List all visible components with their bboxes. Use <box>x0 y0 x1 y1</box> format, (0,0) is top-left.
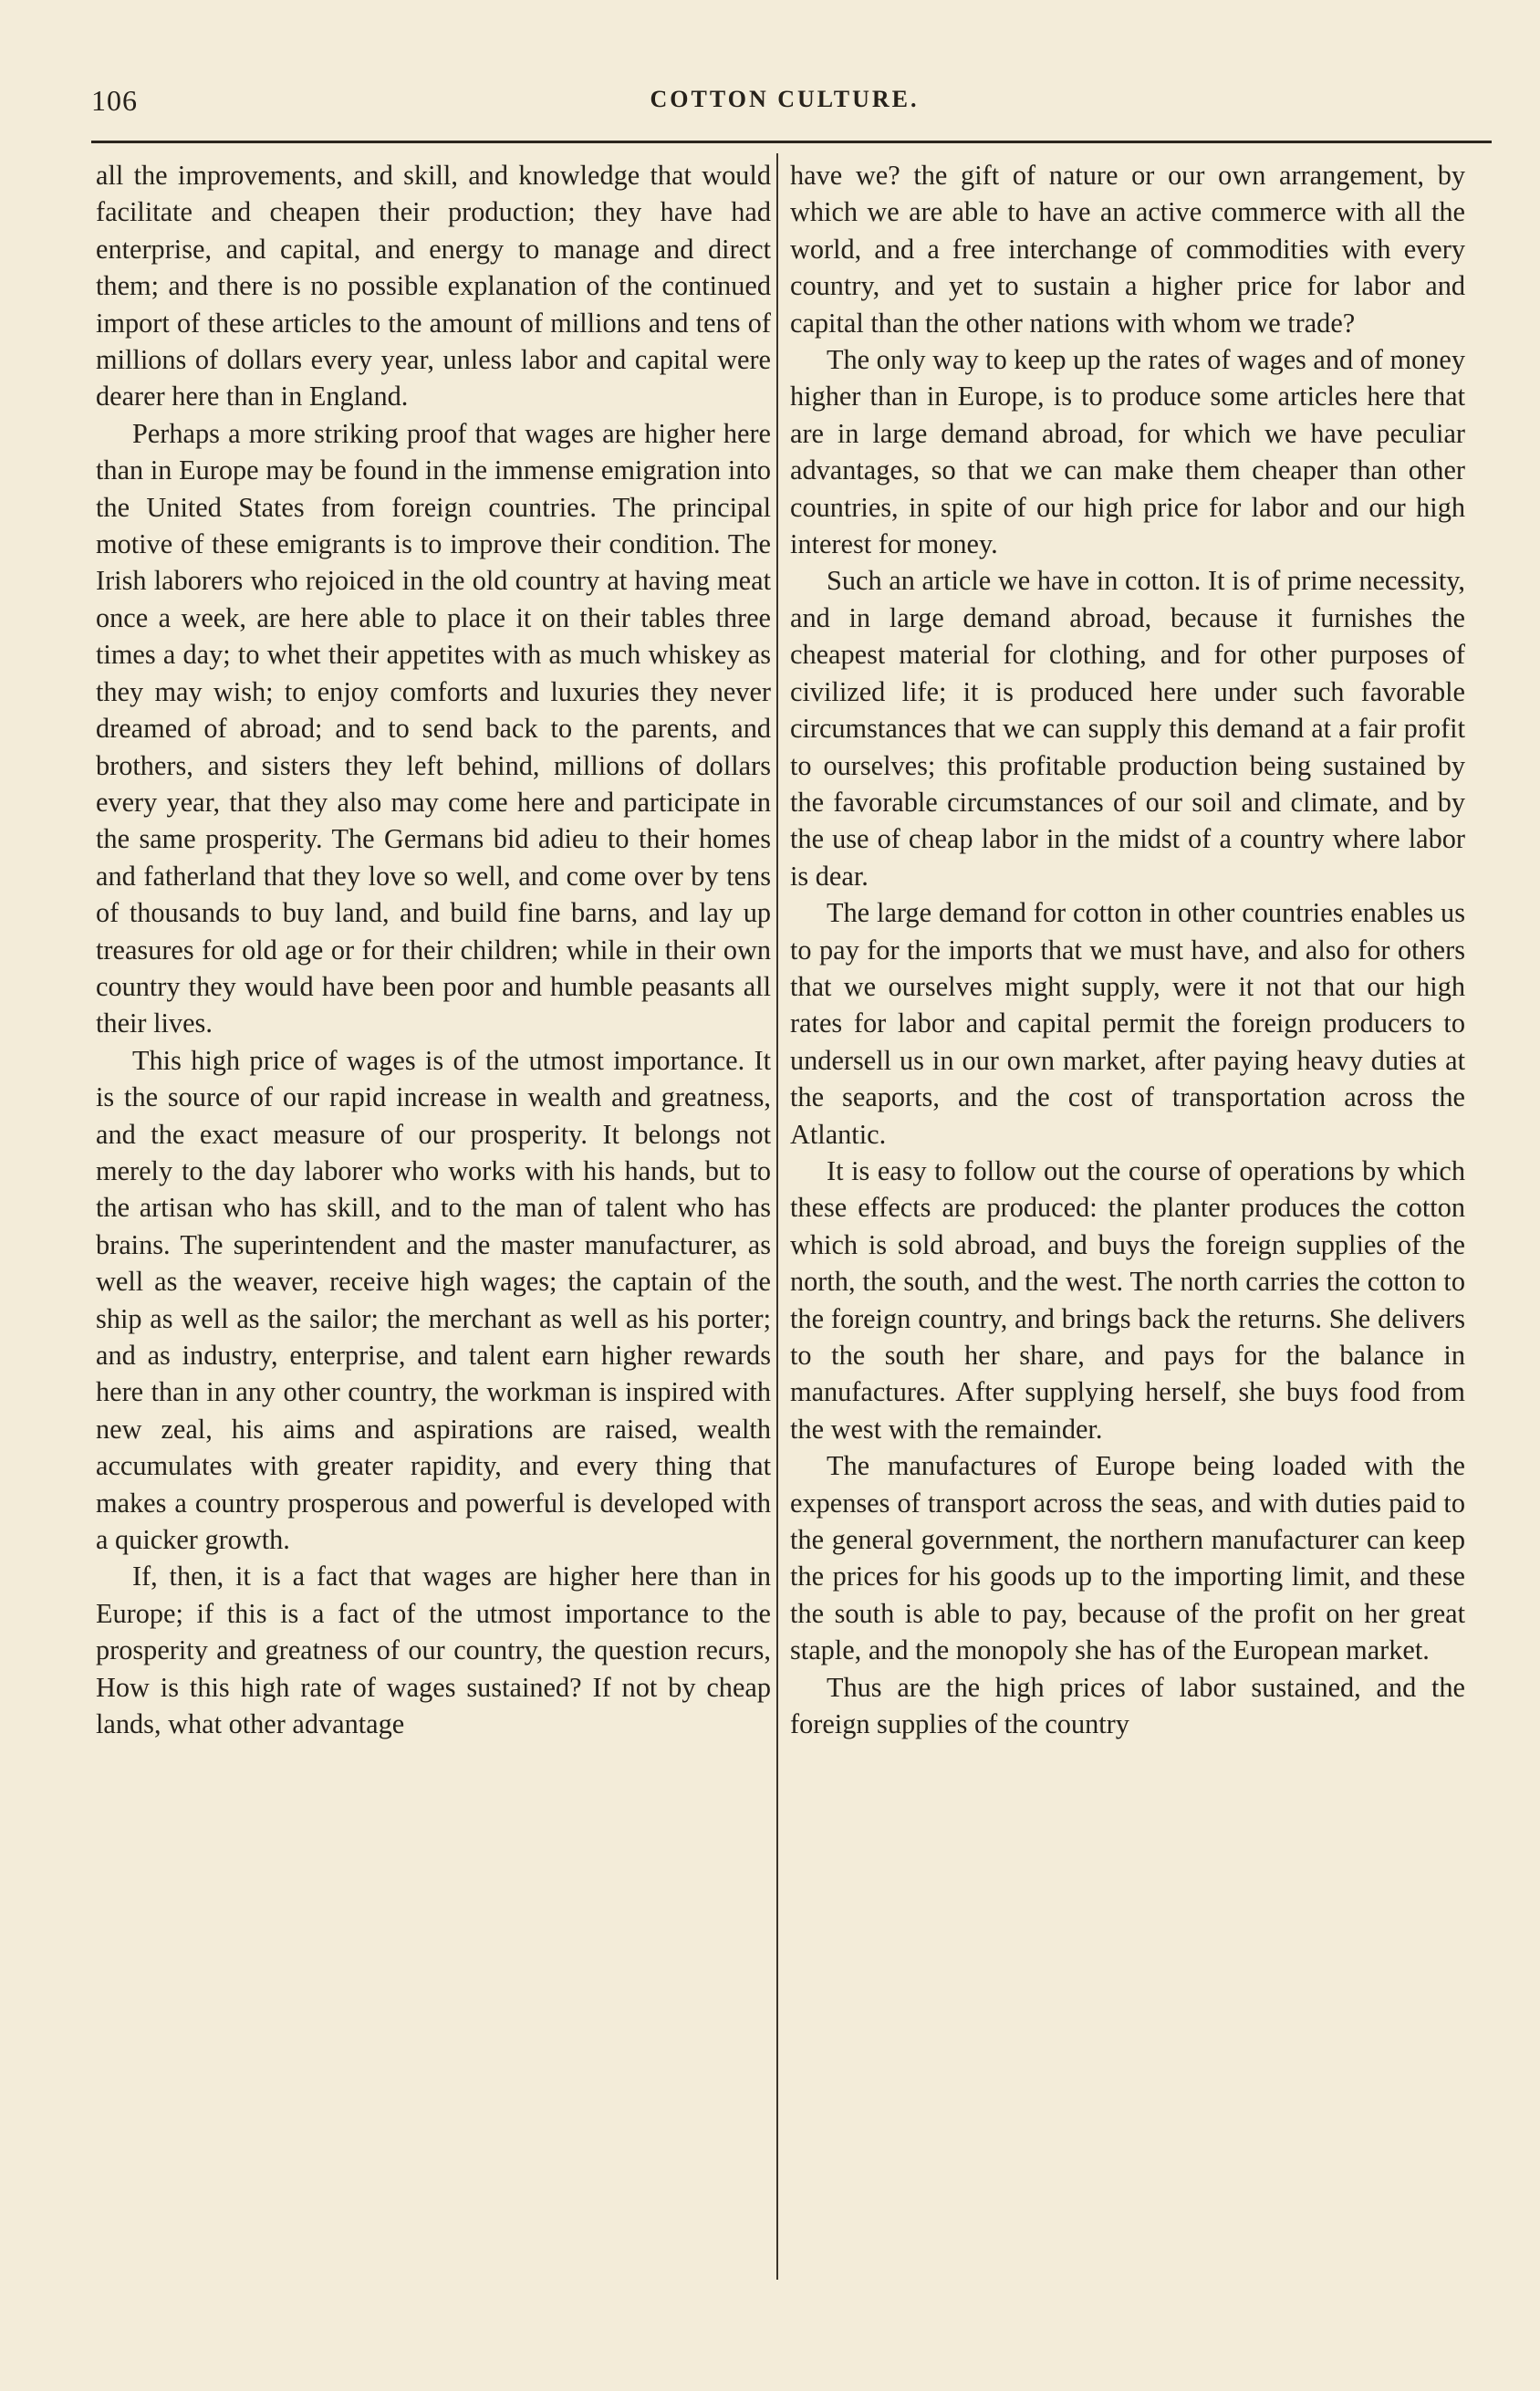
paragraph: The large demand for cotton in other countries enables us to pay for the imports that we must have, and also for others that we ourselves might supply, were it not that our high rates for labor and capital permit the foreign producers to undersell us in our own market, after paying heavy duties at the seaports, and the cost of transportation across the Atlantic. <box>790 897 1465 1150</box>
paragraph: have we? the gift of nature or our own arrangement, by which we are able to have an active commerce with all the world, and a free interchange of commodities with every country, and yet to sustain a higher price for labor and capital than the other nations with whom we trade? <box>790 160 1465 339</box>
running-title: COTTON CULTURE. <box>650 86 920 112</box>
paragraph: The manufactures of Europe being loaded with the expenses of transport across the seas, and with duties paid to the general government, the northern manufacturer can keep the prices for his goods up to the importing limit, and these the south is able to pay, because of the profit on her great staple, and the monopoly she has of the European market. <box>790 1450 1465 1666</box>
paragraph: Such an article we have in cotton. It is of prime necessity, and in large demand abroad, because it furnishes the cheapest material for clothing, and for other purposes of civilized life; it is produced here under such favorable circumstances that we can supply this demand at a fair profit to ourselves; this profitable production being sustained by the favorable circumstances of our soil and climate, and by the use of cheap labor in the midst of a country where labor is dear. <box>790 565 1465 892</box>
paragraph: all the improvements, and skill, and knowledge that would facilitate and cheapen their production; they have had enterprise, and capital, and energy to manage and direct them; and there is no possible explanation of the continued import of these articles to the amount of millions and tens of millions of dollars every year, unless labor and capital were dearer here than in England. <box>96 160 771 412</box>
page-number: 106 <box>91 84 138 117</box>
paragraph: If, then, it is a fact that wages are higher here than in Europe; if this is a fact of the utmost importance to the prosperity and greatness of our country, the question recurs, How is this high rate of wages sustained? If not by cheap lands, what other advantage <box>96 1561 771 1740</box>
left-column <box>96 157 771 1742</box>
paragraph: Perhaps a more striking proof that wages are higher here than in Europe may be found in the immense emigration into the United States from foreign countries. The principal motive of these emigrants is to improve their condition. The Irish laborers who rejoiced in the old country at having meat once a week, are here able to place it on their tables three times a day; to whet their appetites with as much whiskey as they may wish; to enjoy comforts and luxuries they never dreamed of abroad; and to send back to the parents, and brothers, and sisters they left behind, millions of dollars every year, that they also may come here and participate in the same prosperity. The Germans bid adieu to their homes and fatherland that they love so well, and come over by tens of thousands to buy land, and build fine barns, and lay up treasures for old age or for their children; while in their own country they would have been poor and humble peasants all their lives. <box>96 417 771 1039</box>
page-header <box>91 84 1478 130</box>
paragraph: Thus are the high prices of labor sustained, and the foreign supplies of the country <box>790 1671 1465 1740</box>
header-rule <box>91 141 1492 143</box>
paragraph: It is easy to follow out the course of operations by which these effects are produced: the planter produces the cotton which is sold abroad, and buys the foreign supplies of the north, the south, and the west. The north carries the cotton to the foreign country, and brings back the returns. She delivers to the south her share, and pays for the balance in manufactures. After supplying herself, she buys food from the west with the remainder. <box>790 1154 1465 1445</box>
paragraph: This high price of wages is of the utmost importance. It is the source of our rapid increase in wealth and greatness, and the exact measure of our prosperity. It belongs not merely to the day laborer who works with his hands, but to the artisan who has skill, and to the man of talent who has brains. The superintendent and the master manufacturer, as well as the weaver, receive high wages; the captain of the ship as well as the sailor; the merchant as well as his porter; and as industry, enterprise, and talent earn higher rewards here than in any other country, the workman is inspired with new zeal, his aims and aspirations are raised, wealth accumulates with greater rapidity, and every thing that makes a country prosperous and powerful is developed with a quicker growth. <box>96 1044 771 1556</box>
right-column <box>790 157 1465 1742</box>
paragraph: The only way to keep up the rates of wages and of money higher than in Europe, is to produce some articles here that are in large demand abroad, for which we have peculiar advantages, so that we can make them cheaper than other countries, in spite of our high price for labor and our high interest for money. <box>790 344 1465 560</box>
column-divider <box>776 153 778 2280</box>
